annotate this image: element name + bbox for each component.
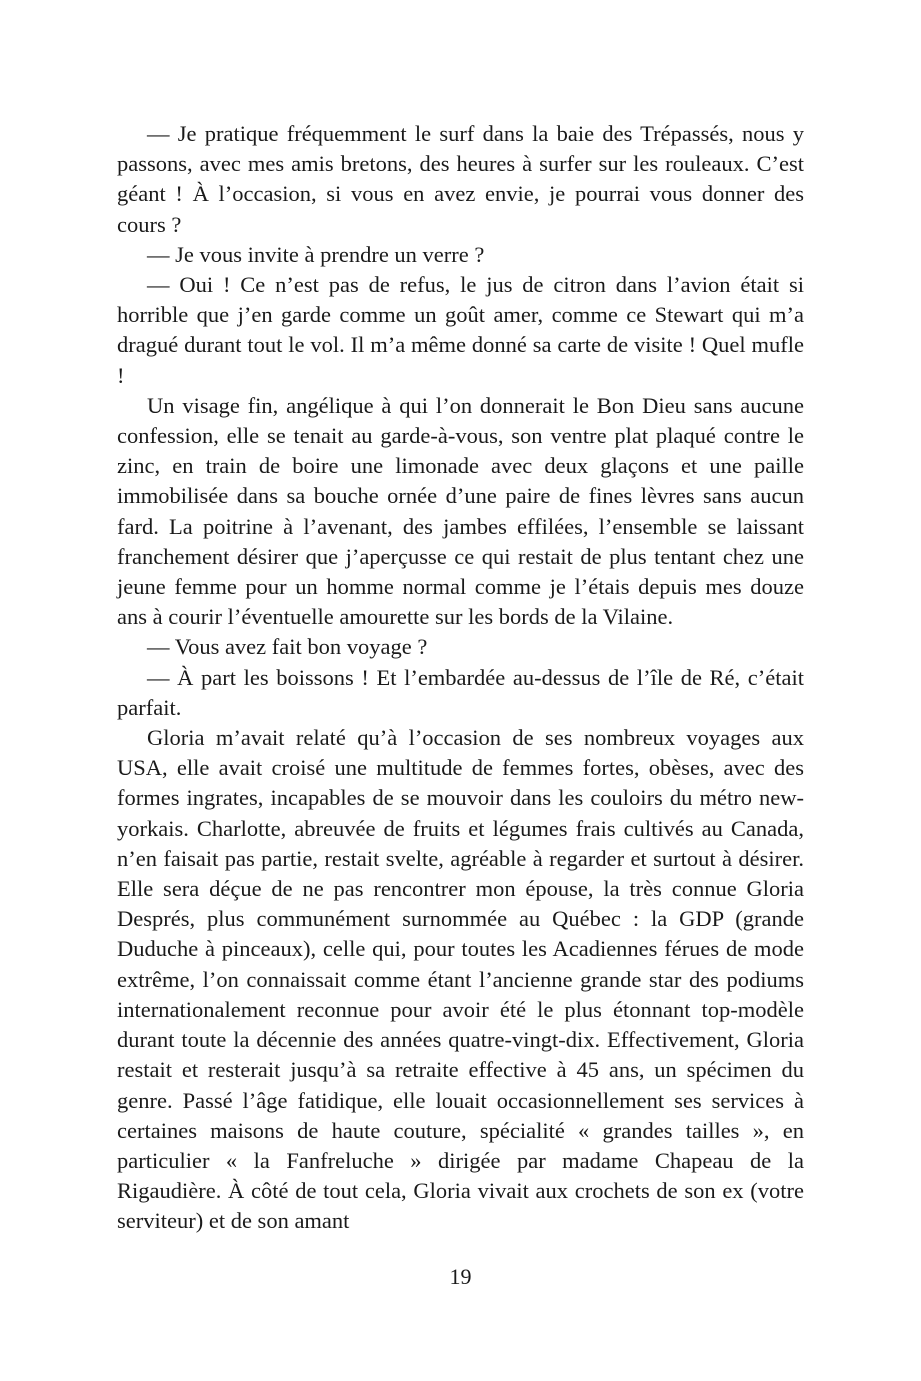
dialogue-paragraph: — Je vous invite à prendre un verre ? (147, 241, 485, 267)
dialogue-paragraph: — Je pratique fréquemment le surf dans la baie des Trépassés, nous y passons, avec mes amis bretons, des heures à surfer sur les rouleaux. C’est géant ! À l’occasion, si vous en avez envie, je pourrai vous donner des cours ? (117, 121, 804, 237)
dialogue-paragraph: — À part les boissons ! Et l’embardée au-dessus de l’île de Ré, c’était parfait. (117, 664, 804, 720)
narrative-paragraph: Un visage fin, angélique à qui l’on donnerait le Bon Dieu sans aucune confession, elle se tenait au garde-à-vous, son ventre plat plaqué contre le zinc, en train de boire une limonade avec deux glaçons et une paille immobilisée dans sa bouche ornée d’une paire de fines lèvres sans aucun fard. La poitrine à l’avenant, des jambes effilées, l’ensemble se laissant franchement désirer que j’aperçusse ce qui restait de plus tentant chez une jeune femme pour un homme normal comme je l’étais depuis mes douze ans à courir l’éventuelle amourette sur les bords de la Vilaine. (117, 392, 804, 630)
body-text (117, 119, 804, 1237)
page-number: 19 (449, 1264, 472, 1289)
narrative-paragraph: Gloria m’avait relaté qu’à l’occasion de ses nombreux voyages aux USA, elle avait croisé une multitude de femmes fortes, obèses, avec des formes ingrates, incapables de se mouvoir dans les couloirs du métro new-yorkais. Charlotte, abreuvée de fruits et légumes frais cultivés au Canada, n’en faisait pas partie, restait svelte, agréable à regarder et surtout à désirer. Elle sera déçue de ne pas rencontrer mon épouse, la très connue Gloria Després, plus communément surnommée au Québec : la GDP (grande Duduche à pinceaux), celle qui, pour toutes les Acadiennes férues de mode extrême, l’on connaissait comme étant l’ancienne grande star des podiums internationalement reconnue pour avoir été le plus étonnant top-modèle durant toute la décennie des années quatre-vingt-dix. Effectivement, Gloria restait et resterait jusqu’à sa retraite effective à 45 ans, un spécimen du genre. Passé l’âge fatidique, elle louait occasionnellement ses services à certaines maisons de haute couture, spécialité « grandes tailles », en particulier « la Fanfreluche » dirigée par madame Chapeau de la Rigaudière. À côté de tout cela, Gloria vivait aux crochets de son ex (votre serviteur) et de son amant (117, 725, 804, 1234)
dialogue-paragraph: — Oui ! Ce n’est pas de refus, le jus de citron dans l’avion était si horrible que j’en garde comme un goût amer, comme ce Stewart qui m’a dragué durant tout le vol. Il m’a même donné sa carte de visite ! Quel mufle ! (117, 272, 804, 388)
dialogue-paragraph: — Vous avez fait bon voyage ? (147, 634, 428, 660)
